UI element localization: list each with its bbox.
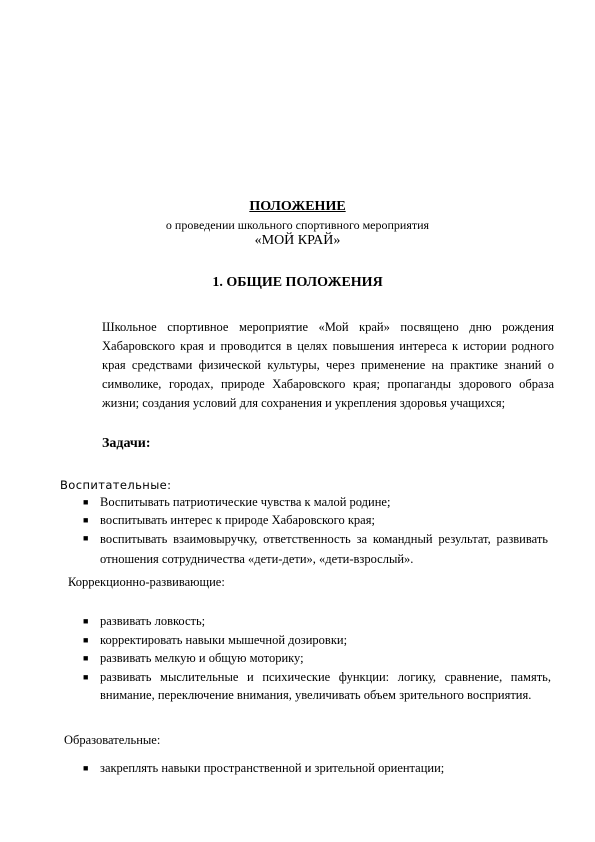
bullet-icon: ■ — [83, 533, 89, 543]
list-item-text: развивать мыслительные и психические функции: логику, сравнение, память, внимание, переключение внимания, увеличивать объем зрительного восприятия. — [100, 669, 551, 702]
bullet-icon: ■ — [83, 634, 89, 645]
list-item — [83, 511, 548, 529]
list-item-text: Воспитывать патриотические чувства к малой родине; — [100, 495, 391, 509]
list-item — [83, 493, 548, 511]
bullet-icon: ■ — [83, 515, 89, 525]
bullet-icon: ■ — [83, 763, 89, 773]
list-item-text: корректировать навыки мышечной дозировки; — [100, 632, 348, 647]
list-item-text: развивать мелкую и общую моторику; — [100, 651, 304, 665]
intro-paragraph: Школьное спортивное мероприятие «Мой край» посвящено дню рождения Хабаровского края и проводится в целях повышения интереса к истории родного края средствами физической культуры, через применение на практике знаний о символике, городах, природе Хабаровского края; пропаганды здорового образа жизни; создания условий для сохранения и укрепления здоровья учащихся; — [102, 320, 554, 410]
list-item — [83, 649, 551, 668]
upbringing-list — [83, 493, 548, 569]
event-name: «МОЙ КРАЙ» — [254, 233, 341, 248]
education-list — [83, 759, 551, 777]
bullet-icon: ■ — [83, 616, 89, 626]
bullet-icon: ■ — [83, 497, 89, 507]
list-item-text: развивать ловкость; — [100, 614, 206, 628]
list-item — [83, 612, 551, 631]
list-item — [83, 529, 548, 569]
category-title-upbringing: Воспитательные: — [60, 478, 172, 492]
bullet-icon: ■ — [83, 653, 89, 663]
list-item — [83, 631, 551, 650]
document-title: ПОЛОЖЕНИЕ — [249, 199, 346, 214]
list-item — [83, 759, 551, 777]
section-heading: 1. ОБЩИЕ ПОЛОЖЕНИЯ — [212, 275, 383, 290]
list-item-text: воспитывать интерес к природе Хабаровского края; — [100, 513, 375, 527]
bullet-icon: ■ — [83, 671, 89, 682]
document-subtitle: о проведении школьного спортивного мероприятия — [165, 218, 430, 232]
category-title-education: Образовательные: — [64, 733, 161, 747]
category-title-correction: Коррекционно-развивающие: — [68, 575, 225, 589]
list-item — [83, 668, 551, 705]
tasks-heading: Задачи: — [102, 436, 151, 451]
correction-list — [83, 612, 551, 705]
list-item-text: закреплять навыки пространственной и зрительной ориентации; — [100, 761, 445, 775]
list-item-text: воспитывать взаимовыручку, ответственность за командный результат, развивать отношения сотрудничества «дети-дети», «дети-взрослый». — [100, 532, 548, 566]
